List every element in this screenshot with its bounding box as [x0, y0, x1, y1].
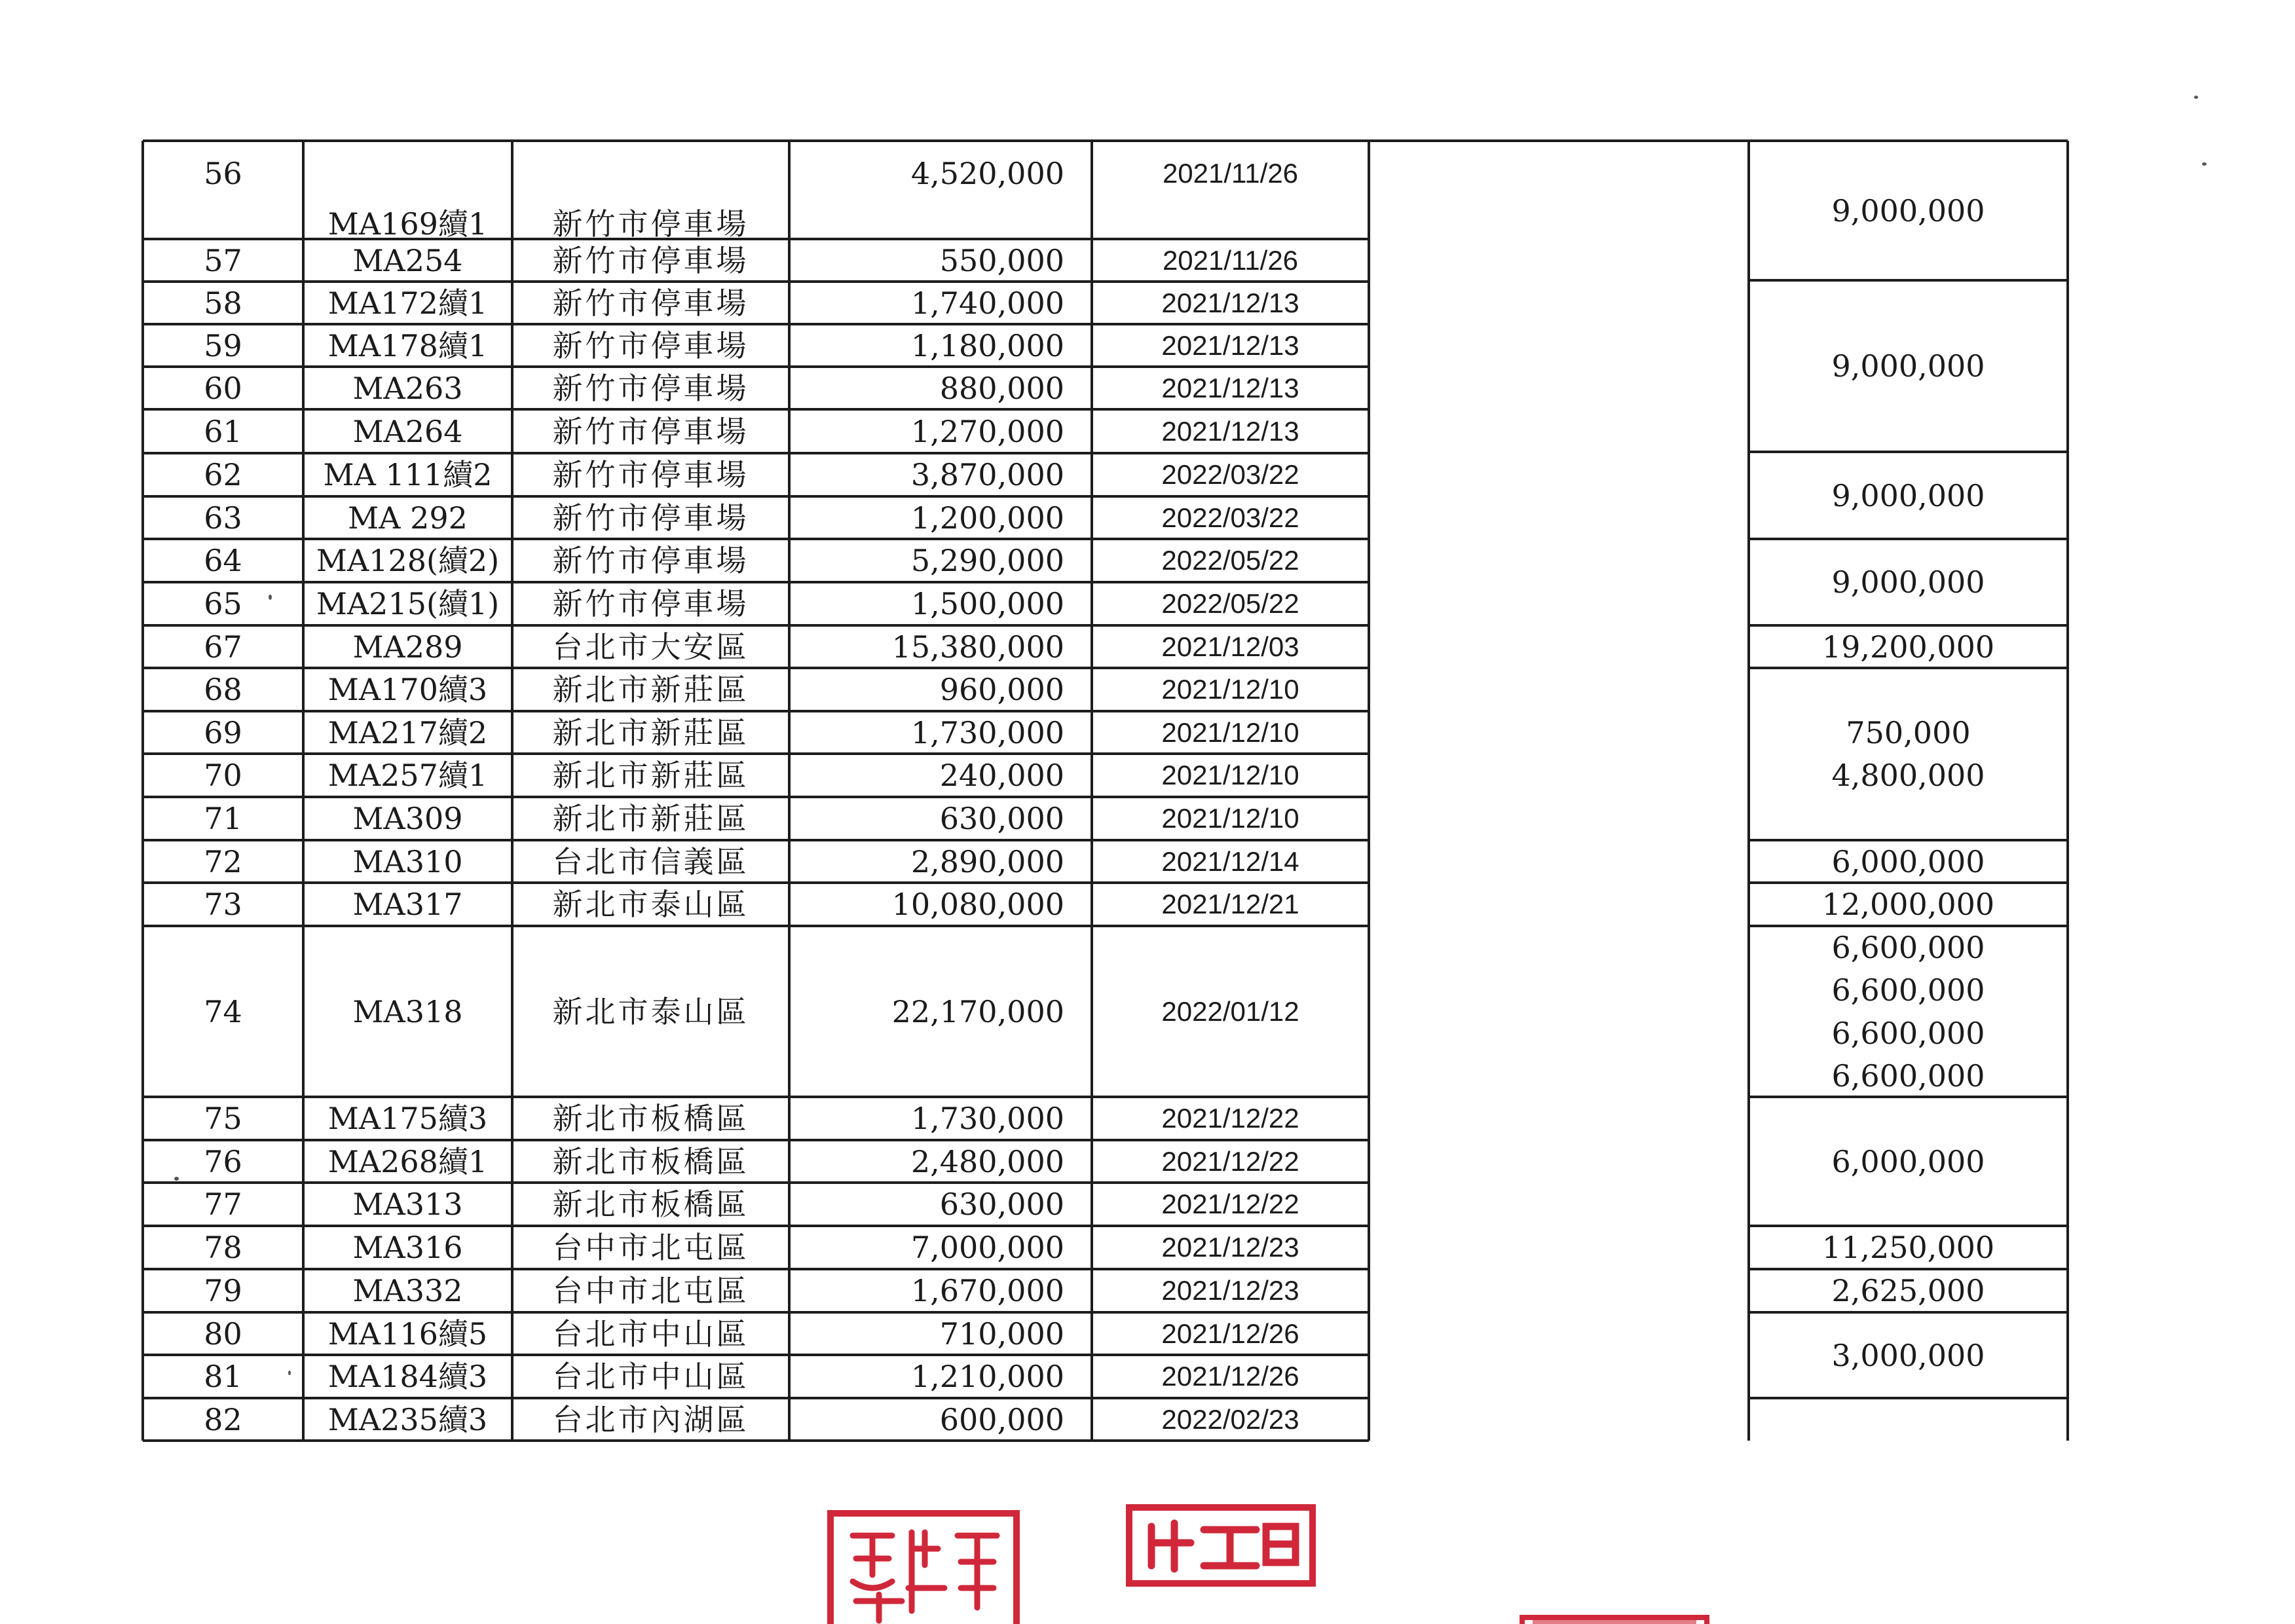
cell-code: MA318: [352, 993, 463, 1029]
table-column-rule: [511, 141, 513, 1441]
payment-amount: 6,000,000: [1831, 1143, 1985, 1179]
cell-no: 68: [204, 672, 242, 707]
cell-date: 2022/03/22: [1161, 502, 1299, 533]
payment-amount: 6,600,000: [1831, 1015, 1985, 1051]
cell-no: 82: [204, 1401, 242, 1437]
cell-no: 67: [204, 629, 242, 665]
cell-amount: 22,170,000: [891, 993, 1064, 1029]
cell-code: MA 292: [348, 500, 468, 536]
cell-location: 新竹市停車場: [552, 327, 749, 363]
cell-date: 2021/12/23: [1161, 1275, 1299, 1306]
cell-no: 62: [204, 457, 242, 492]
payment-amount: 6,600,000: [1831, 1058, 1985, 1094]
cell-location: 新竹市停車場: [552, 206, 749, 242]
cell-code: MA264: [352, 413, 463, 449]
cell-code: MA313: [352, 1187, 463, 1222]
cell-no: 75: [204, 1101, 242, 1136]
payment-amount: 2,625,000: [1831, 1273, 1985, 1308]
cell-location: 新竹市停車場: [552, 242, 749, 278]
cell-no: 78: [204, 1230, 242, 1265]
cell-code: MA 111續2: [323, 457, 493, 492]
cell-amount: 880,000: [939, 370, 1064, 406]
cell-amount: 10,080,000: [891, 887, 1064, 922]
cell-no: 81: [204, 1359, 242, 1394]
table-column-rule: [141, 141, 144, 1441]
cell-code: MA178續1: [327, 327, 488, 363]
cell-code: MA215(續1): [316, 586, 500, 621]
cell-date: 2022/01/12: [1161, 995, 1299, 1027]
payment-amount: 4,800,000: [1831, 758, 1985, 793]
cell-location: 新竹市停車場: [552, 500, 749, 536]
payment-amount: 11,250,000: [1821, 1230, 1995, 1265]
payment-amount: 9,000,000: [1831, 564, 1985, 600]
table-column-rule: [788, 141, 791, 1441]
payment-amount: 750,000: [1846, 714, 1971, 750]
cell-code: MA310: [352, 843, 463, 879]
cell-amount: 2,890,000: [910, 843, 1064, 879]
cell-no: 58: [204, 285, 242, 321]
cell-no: 80: [204, 1316, 242, 1352]
cell-code: MA289: [352, 629, 463, 665]
cell-location: 新北市板橋區: [552, 1143, 749, 1179]
cell-date: 2021/12/26: [1161, 1318, 1299, 1349]
seal-partial-stamp: [1520, 1615, 1709, 1624]
cell-location: 台中市北屯區: [552, 1273, 749, 1308]
scan-speck: [2202, 162, 2207, 166]
cell-code: MA309: [352, 801, 463, 836]
cell-date: 2021/12/03: [1161, 631, 1299, 662]
cell-date: 2021/12/22: [1161, 1189, 1299, 1219]
cell-amount: 550,000: [939, 242, 1064, 278]
cell-no: 77: [204, 1187, 242, 1222]
cell-amount: 4,520,000: [910, 156, 1064, 191]
scan-speck: [2194, 96, 2198, 99]
cell-amount: 1,730,000: [910, 714, 1064, 750]
cell-date: 2021/12/14: [1161, 845, 1299, 877]
cell-amount: 5,290,000: [910, 543, 1064, 578]
cell-no: 65: [204, 586, 242, 621]
payment-amount: 9,000,000: [1831, 477, 1985, 513]
seal-square-stamp: [827, 1509, 1020, 1624]
cell-amount: 960,000: [939, 672, 1064, 707]
cell-code: MA316: [352, 1230, 463, 1265]
table-column-rule: [302, 141, 305, 1441]
cell-no: 56: [204, 156, 242, 191]
cell-no: 73: [204, 887, 242, 922]
table-column-rule: [1368, 141, 1370, 1441]
cell-date: 2021/12/26: [1161, 1361, 1299, 1392]
cell-amount: 630,000: [939, 1187, 1064, 1222]
cell-amount: 710,000: [939, 1316, 1064, 1352]
cell-code: MA172續1: [327, 285, 488, 321]
cell-location: 台北市中山區: [552, 1359, 749, 1394]
cell-location: 新竹市停車場: [552, 370, 749, 406]
cell-no: 60: [204, 370, 242, 406]
cell-date: 2021/12/13: [1161, 372, 1299, 403]
cell-code: MA254: [352, 242, 463, 278]
cell-date: 2021/12/22: [1161, 1103, 1299, 1134]
cell-amount: 630,000: [939, 801, 1064, 836]
table-column-rule: [2066, 141, 2069, 1441]
cell-date: 2021/12/10: [1161, 760, 1299, 790]
cell-no: 59: [204, 327, 242, 363]
cell-code: MA263: [352, 370, 463, 406]
seal-rectangle-stamp: [1125, 1504, 1316, 1589]
cell-no: 72: [204, 843, 242, 879]
cell-date: 2021/12/23: [1161, 1232, 1299, 1263]
cell-no: 71: [204, 801, 242, 836]
cell-amount: 1,270,000: [910, 413, 1064, 449]
cell-location: 新北市新莊區: [552, 758, 749, 793]
cell-code: MA257續1: [327, 758, 488, 793]
cell-date: 2021/12/13: [1161, 415, 1299, 447]
cell-amount: 240,000: [939, 758, 1064, 793]
payment-amount: 9,000,000: [1831, 348, 1985, 384]
cell-date: 2021/11/26: [1162, 244, 1299, 276]
payment-amount: 12,000,000: [1821, 887, 1995, 922]
cell-date: 2022/05/22: [1161, 545, 1299, 576]
cell-location: 新竹市停車場: [552, 413, 749, 449]
cell-date: 2022/03/22: [1161, 459, 1299, 490]
cell-code: MA268續1: [327, 1143, 488, 1179]
cell-no: 74: [204, 993, 242, 1029]
cell-location: 新北市泰山區: [552, 993, 749, 1029]
payment-amount: 6,000,000: [1831, 843, 1985, 879]
cell-no: 76: [204, 1143, 242, 1179]
cell-code: MA170續3: [327, 672, 488, 707]
cell-date: 2021/12/21: [1161, 889, 1299, 919]
payment-amount: 6,600,000: [1831, 972, 1985, 1008]
cell-no: 64: [204, 543, 242, 578]
cell-no: 61: [204, 413, 242, 449]
payment-amount: 9,000,000: [1831, 193, 1985, 229]
cell-location: 台北市大安區: [552, 629, 749, 665]
cell-code: MA184續3: [327, 1359, 488, 1394]
cell-location: 台北市信義區: [552, 843, 749, 879]
cell-no: 70: [204, 758, 242, 793]
cell-amount: 7,000,000: [910, 1230, 1064, 1265]
table-column-rule: [1747, 141, 1750, 1441]
cell-amount: 1,180,000: [910, 327, 1064, 363]
cell-code: MA175續3: [327, 1101, 488, 1136]
cell-amount: 1,670,000: [910, 1273, 1064, 1308]
cell-date: 2021/12/10: [1161, 674, 1299, 705]
cell-location: 新竹市停車場: [552, 457, 749, 492]
cell-code: MA235續3: [327, 1401, 488, 1437]
cell-amount: 3,870,000: [910, 457, 1064, 492]
cell-no: 63: [204, 500, 242, 536]
cell-date: 2021/11/26: [1162, 158, 1299, 189]
cell-location: 新北市新莊區: [552, 672, 749, 707]
cell-location: 新北市新莊區: [552, 714, 749, 750]
cell-code: MA317: [352, 887, 463, 922]
cell-location: 新北市板橋區: [552, 1187, 749, 1222]
cell-amount: 1,210,000: [910, 1359, 1064, 1394]
cell-amount: 15,380,000: [891, 629, 1064, 665]
cell-date: 2022/05/22: [1161, 588, 1299, 619]
payment-amount: 19,200,000: [1821, 629, 1995, 665]
cell-location: 台北市中山區: [552, 1316, 749, 1352]
cell-code: MA116續5: [327, 1316, 488, 1352]
cell-no: 79: [204, 1273, 242, 1308]
cell-no: 57: [204, 242, 242, 278]
cell-code: MA217續2: [327, 714, 488, 750]
cell-code: MA128(續2): [316, 543, 500, 578]
cell-location: 台北市內湖區: [552, 1401, 749, 1437]
cell-date: 2021/12/10: [1161, 716, 1299, 748]
cell-amount: 2,480,000: [910, 1143, 1064, 1179]
cell-amount: 1,500,000: [910, 586, 1064, 621]
cell-location: 新竹市停車場: [552, 543, 749, 578]
cell-date: 2021/12/13: [1161, 329, 1299, 361]
cell-code: MA169續1: [327, 206, 488, 242]
cell-location: 新北市泰山區: [552, 887, 749, 922]
cell-amount: 1,740,000: [910, 285, 1064, 321]
payment-amount: 6,600,000: [1831, 929, 1985, 965]
table-column-rule: [1091, 141, 1093, 1441]
cell-location: 新竹市停車場: [552, 586, 749, 621]
cell-location: 新北市新莊區: [552, 801, 749, 836]
payment-amount: 3,000,000: [1831, 1337, 1985, 1373]
cell-date: 2021/12/13: [1161, 287, 1299, 318]
cell-date: 2022/02/23: [1161, 1403, 1299, 1435]
cell-date: 2021/12/10: [1161, 803, 1299, 834]
cell-location: 台中市北屯區: [552, 1230, 749, 1265]
cell-location: 新北市板橋區: [552, 1101, 749, 1136]
cell-amount: 1,200,000: [910, 500, 1064, 536]
cell-amount: 600,000: [939, 1401, 1064, 1437]
cell-code: MA332: [352, 1273, 463, 1308]
cell-date: 2021/12/22: [1161, 1145, 1299, 1177]
cell-no: 69: [204, 714, 242, 750]
cell-amount: 1,730,000: [910, 1101, 1064, 1136]
cell-location: 新竹市停車場: [552, 285, 749, 321]
